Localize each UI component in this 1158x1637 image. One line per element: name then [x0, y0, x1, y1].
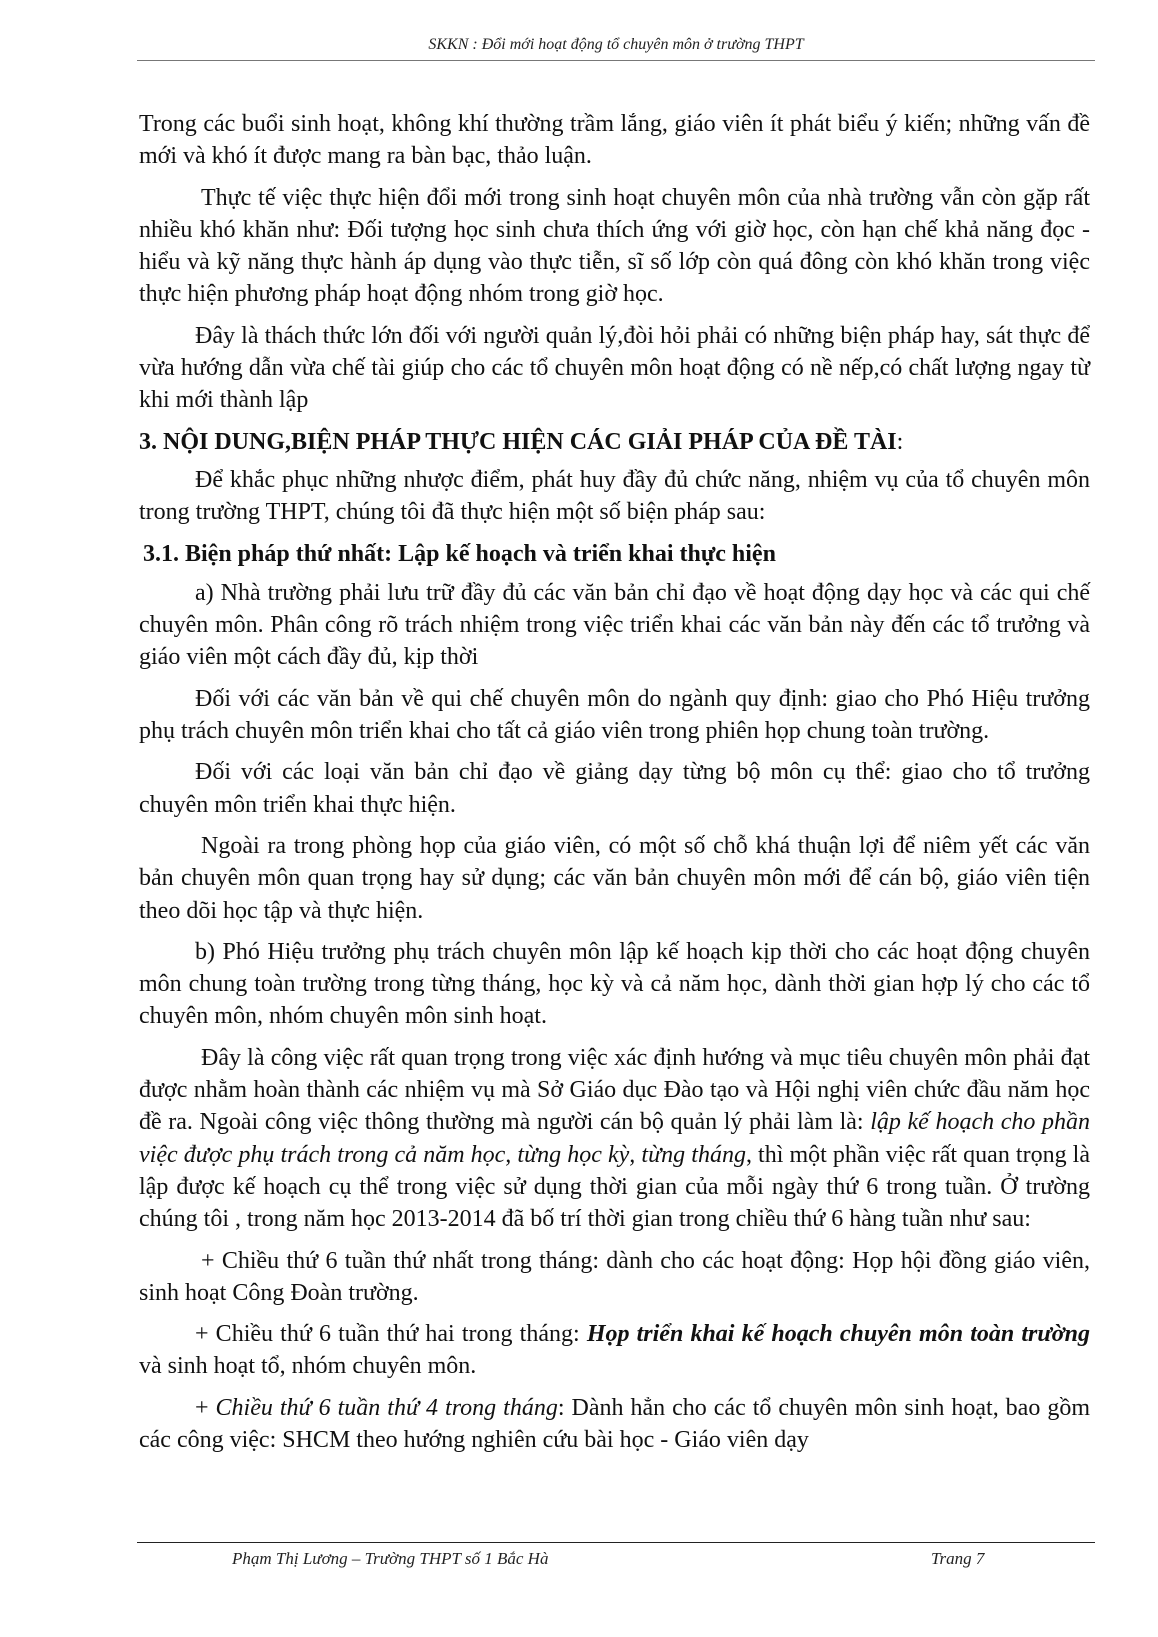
italic-text-run: lập kế hoạch cho phần việc được phụ trách trong cả năm học, từng học kỳ, từng tháng — [139, 1109, 1090, 1168]
paragraph — [139, 1042, 1090, 1236]
header-title: SKKN : Đổi mới hoạt động tổ chuyên môn ở trường THPT — [428, 36, 804, 53]
list-item: + Chiều thứ 6 tuần thứ nhất trong tháng: dành cho các hoạt động: Họp hội đồng giáo viên, sinh hoạt Công Đoàn trường. — [139, 1247, 1090, 1306]
bold-italic-text-run: Họp triển khai kế hoạch chuyên môn toàn trường — [586, 1321, 1090, 1348]
text-run: + — [195, 1394, 216, 1421]
paragraph: Đối với các loại văn bản chỉ đạo về giảng dạy từng bộ môn cụ thể: giao cho tổ trưởng chuyên môn triển khai thực hiện. — [139, 759, 1090, 818]
list-item — [139, 1318, 1090, 1383]
text-run: + Chiều thứ 6 tuần thứ hai trong tháng: — [195, 1321, 587, 1348]
subsection-heading: 3.1. Biện pháp thứ nhất: Lập kế hoạch và triển khai thực hiện — [143, 540, 776, 567]
paragraph: a) Nhà trường phải lưu trữ đầy đủ các văn bản chỉ đạo về hoạt động dạy học và các qui chế chuyên môn. Phân công rõ trách nhiệm trong việc triển khai các văn bản này đến các tổ trưởng và giáo viên một cách đầy đủ, kịp thời — [139, 579, 1090, 671]
document-body — [139, 108, 1090, 1465]
section-heading-text: 3. NỘI DUNG,BIỆN PHÁP THỰC HIỆN CÁC GIẢI PHÁP CỦA ĐỀ TÀI — [139, 428, 897, 455]
text-run: , thì một phần việc rất quan trọng là lập được kế hoạch cụ thể trong việc sử dụng thời gian của mỗi ngày thứ 6 trong tuần. Ở trường chúng tôi , trong năm học 2013-2014 đã bố trí thời gian trong chiều thứ 6 hàng tuần như sau: — [139, 1141, 1091, 1233]
paragraph: Trong các buổi sinh hoạt, không khí thường trầm lắng, giáo viên ít phát biểu ý kiến; những vấn đề mới và khó ít được mang ra bàn bạc, thảo luận. — [139, 111, 1090, 170]
paragraph: Đây là thách thức lớn đối với người quản lý,đòi hỏi phải có những biện pháp hay, sát thực để vừa hướng dẫn vừa chế tài giúp cho các tổ chuyên môn hoạt động có nề nếp,có chất lượng ngay từ khi mới thành lập — [139, 322, 1090, 414]
paragraph: Để khắc phục những nhược điểm, phát huy đầy đủ chức năng, nhiệm vụ của tổ chuyên môn trong trường THPT, chúng tôi đã thực hiện một số biện pháp sau: — [139, 466, 1090, 526]
page-footer — [137, 1542, 1095, 1568]
section-heading — [139, 426, 1090, 458]
page-number: Trang 7 — [931, 1549, 985, 1568]
text-run: : Dành hẳn cho các tổ chuyên môn sinh hoạt, bao gồm các công việc: SHCM theo hướng nghiên cứu bài học - Giáo viên dạy — [139, 1394, 1091, 1453]
list-item — [139, 1392, 1090, 1457]
paragraph: b) Phó Hiệu trưởng phụ trách chuyên môn lập kế hoạch kịp thời cho các hoạt động chuyên môn chung toàn trường trong từng tháng, học kỳ và cả năm học, dành thời gian hợp lý cho các tổ chuyên môn, nhóm chuyên môn sinh hoạt. — [139, 938, 1090, 1030]
page-header — [137, 30, 1095, 61]
text-run: và sinh hoạt tổ, nhóm chuyên môn. — [139, 1353, 477, 1380]
text-run: Đây là công việc rất quan trọng trong việc xác định hướng và mục tiêu chuyên môn phải đạt được nhằm hoàn thành các nhiệm vụ mà Sở Giáo dục Đào tạo và Hội nghị viên chức đầu năm học đề ra. Ngoài công việc thông thường mà người cán bộ quản lý phải làm là: — [139, 1044, 1090, 1136]
italic-text-run: Chiều thứ 6 tuần thứ 4 trong tháng — [215, 1394, 558, 1421]
paragraph: Thực tế việc thực hiện đổi mới trong sinh hoạt chuyên môn của nhà trường vẫn còn gặp rất nhiều khó khăn như: Đối tượng học sinh chưa thích ứng với giờ học, còn hạn chế khả năng đọc - hiểu và kỹ năng thực hành áp dụng vào thực tiễn, sĩ số lớp còn quá đông còn khó khăn trong việc thực hiện phương pháp hoạt động nhóm trong giờ học. — [139, 184, 1090, 308]
paragraph: Ngoài ra trong phòng họp của giáo viên, có một số chỗ khá thuận lợi để niêm yết các văn bản chuyên môn quan trọng hay sử dụng; các văn bản chuyên môn mới để cán bộ, giáo viên tiện theo dõi học tập và thực hiện. — [139, 832, 1090, 924]
footer-author: Phạm Thị Lương – Trường THPT số 1 Bắc Hà — [232, 1549, 549, 1568]
section-heading-colon: : — [896, 428, 904, 455]
paragraph: Đối với các văn bản về qui chế chuyên môn do ngành quy định: giao cho Phó Hiệu trưởng phụ trách chuyên môn triển khai cho tất cả giáo viên trong phiên họp chung toàn trường. — [139, 685, 1090, 745]
